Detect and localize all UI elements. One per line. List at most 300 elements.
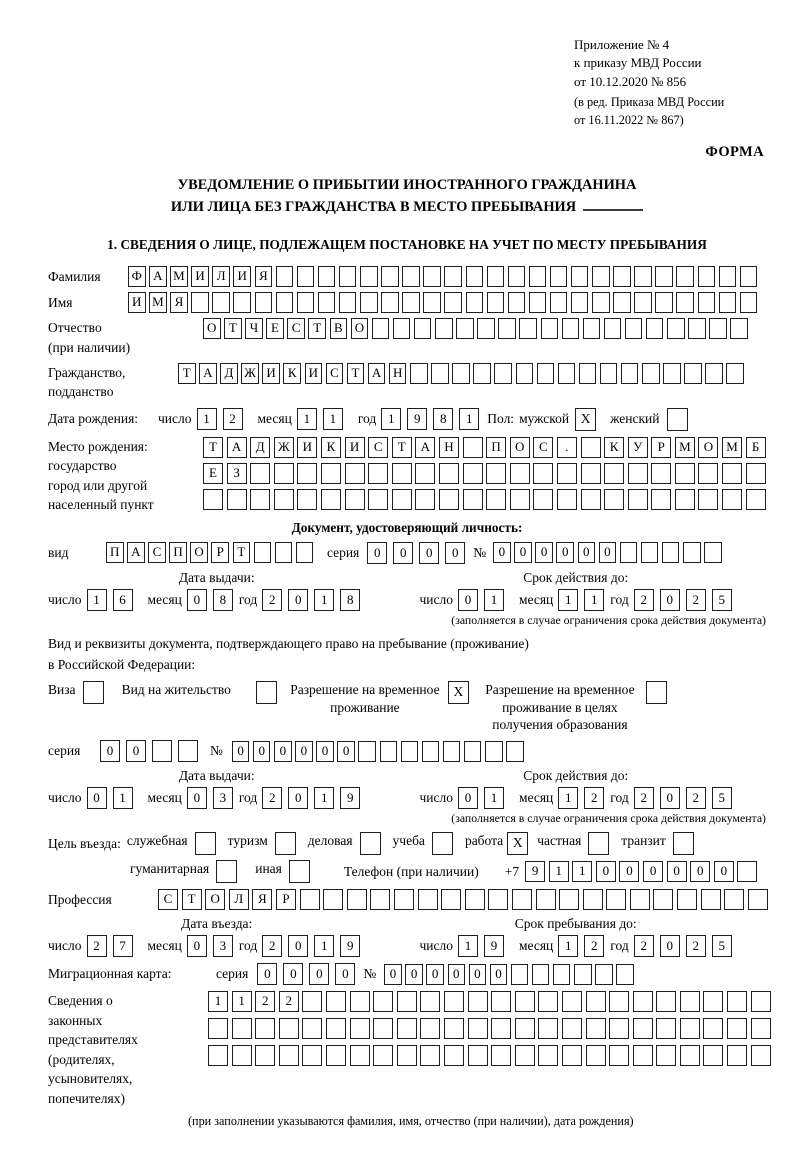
char-cell[interactable] [581,437,601,458]
char-cell[interactable] [698,463,718,484]
char-cell[interactable] [318,292,336,313]
char-cell[interactable] [630,889,650,910]
char-cell[interactable] [656,1018,676,1039]
char-cell[interactable] [533,489,553,510]
char-cell[interactable]: 1 [558,787,578,809]
char-cell[interactable]: А [149,266,167,287]
char-cell[interactable]: Ж [274,437,294,458]
char-cell[interactable]: О [203,318,221,339]
char-cell[interactable] [420,1045,440,1066]
char-cell[interactable] [498,318,516,339]
char-cell[interactable]: Ж [241,363,259,384]
char-cell[interactable] [609,991,629,1012]
char-cell[interactable]: Н [389,363,407,384]
char-cell[interactable] [232,1018,252,1039]
char-cell[interactable]: 8 [213,589,233,611]
char-cell[interactable]: С [326,363,344,384]
char-cell[interactable] [621,363,639,384]
char-cell[interactable] [746,489,766,510]
char-cell[interactable] [709,318,727,339]
char-cell[interactable] [677,889,697,910]
char-cell[interactable] [616,964,634,985]
char-cell[interactable] [667,318,685,339]
char-cell[interactable] [208,1045,228,1066]
char-cell[interactable] [297,463,317,484]
char-cell[interactable]: 0 [283,963,303,985]
char-cell[interactable] [558,363,576,384]
char-cell[interactable] [326,991,346,1012]
char-cell[interactable] [541,318,559,339]
char-cell[interactable]: 0 [458,787,478,809]
char-cell[interactable]: 0 [690,861,710,882]
char-cell[interactable]: 0 [619,861,639,882]
char-cell[interactable]: М [675,437,695,458]
char-cell[interactable] [675,489,695,510]
char-cell[interactable] [397,1018,417,1039]
char-cell[interactable] [604,318,622,339]
char-cell[interactable] [579,363,597,384]
char-cell[interactable] [633,1045,653,1066]
char-cell[interactable]: 0 [514,542,532,563]
char-cell[interactable] [529,266,547,287]
char-cell[interactable]: С [533,437,553,458]
char-cell[interactable] [506,741,524,762]
char-cell[interactable]: 1 [459,408,479,430]
char-cell[interactable] [456,318,474,339]
char-cell[interactable]: 0 [426,964,444,985]
char-cell[interactable]: 0 [493,542,511,563]
char-cell[interactable] [415,489,435,510]
char-cell[interactable]: 5 [712,589,732,611]
char-cell[interactable] [676,266,694,287]
purpose-transit-checkbox[interactable] [673,832,694,855]
char-cell[interactable]: Т [178,363,196,384]
char-cell[interactable] [550,292,568,313]
char-cell[interactable]: П [486,437,506,458]
char-cell[interactable] [680,1045,700,1066]
char-cell[interactable] [515,991,535,1012]
char-cell[interactable] [463,489,483,510]
char-cell[interactable] [583,318,601,339]
char-cell[interactable]: 1 [484,787,504,809]
char-cell[interactable]: 0 [288,787,308,809]
char-cell[interactable]: К [604,437,624,458]
char-cell[interactable]: Б [746,437,766,458]
char-cell[interactable]: 2 [686,787,706,809]
char-cell[interactable]: 2 [255,991,275,1012]
char-cell[interactable] [392,463,412,484]
char-cell[interactable] [646,318,664,339]
char-cell[interactable] [487,266,505,287]
char-cell[interactable] [152,740,172,762]
char-cell[interactable] [703,1018,723,1039]
char-cell[interactable] [466,266,484,287]
char-cell[interactable] [347,889,367,910]
char-cell[interactable]: 0 [393,542,413,564]
char-cell[interactable]: 0 [445,542,465,564]
char-cell[interactable]: 0 [535,542,553,563]
char-cell[interactable] [323,889,343,910]
char-cell[interactable]: 1 [558,935,578,957]
char-cell[interactable] [203,489,223,510]
char-cell[interactable]: З [227,463,247,484]
char-cell[interactable]: Т [233,542,251,563]
char-cell[interactable]: А [368,363,386,384]
char-cell[interactable] [516,363,534,384]
char-cell[interactable]: 2 [584,935,604,957]
char-cell[interactable] [748,889,768,910]
char-cell[interactable] [628,489,648,510]
char-cell[interactable] [676,292,694,313]
char-cell[interactable]: Д [250,437,270,458]
char-cell[interactable] [444,266,462,287]
char-cell[interactable] [422,741,440,762]
char-cell[interactable] [722,463,742,484]
char-cell[interactable] [651,489,671,510]
char-cell[interactable] [600,363,618,384]
char-cell[interactable]: 1 [549,861,569,882]
char-cell[interactable]: 3 [213,787,233,809]
char-cell[interactable] [233,292,251,313]
char-cell[interactable] [595,964,613,985]
char-cell[interactable]: 1 [297,408,317,430]
char-cell[interactable]: 0 [490,964,508,985]
purpose-other-checkbox[interactable] [289,860,310,883]
char-cell[interactable]: 0 [335,963,355,985]
char-cell[interactable] [508,292,526,313]
char-cell[interactable]: К [321,437,341,458]
char-cell[interactable]: 0 [660,589,680,611]
char-cell[interactable] [655,266,673,287]
char-cell[interactable] [358,741,376,762]
char-cell[interactable] [255,1045,275,1066]
char-cell[interactable] [613,266,631,287]
char-cell[interactable]: И [297,437,317,458]
char-cell[interactable] [435,318,453,339]
char-cell[interactable] [581,463,601,484]
char-cell[interactable]: Р [651,437,671,458]
char-cell[interactable]: 0 [337,741,355,762]
char-cell[interactable] [326,1045,346,1066]
purpose-study-checkbox[interactable] [432,832,453,855]
char-cell[interactable] [360,266,378,287]
char-cell[interactable] [279,1018,299,1039]
char-cell[interactable]: 0 [556,542,574,563]
char-cell[interactable]: Т [392,437,412,458]
char-cell[interactable] [574,964,592,985]
char-cell[interactable]: И [233,266,251,287]
char-cell[interactable] [557,463,577,484]
char-cell[interactable] [255,292,273,313]
char-cell[interactable]: С [148,542,166,563]
char-cell[interactable]: 0 [660,935,680,957]
char-cell[interactable]: 7 [113,935,133,957]
char-cell[interactable]: С [287,318,305,339]
char-cell[interactable]: 5 [712,787,732,809]
char-cell[interactable]: 1 [323,408,343,430]
char-cell[interactable] [373,1045,393,1066]
char-cell[interactable] [368,489,388,510]
char-cell[interactable]: Е [266,318,284,339]
char-cell[interactable] [562,1018,582,1039]
char-cell[interactable] [191,292,209,313]
char-cell[interactable] [510,489,530,510]
char-cell[interactable] [581,489,601,510]
char-cell[interactable]: 0 [253,741,271,762]
char-cell[interactable]: 2 [584,787,604,809]
char-cell[interactable] [370,889,390,910]
char-cell[interactable] [477,318,495,339]
char-cell[interactable] [397,1045,417,1066]
char-cell[interactable] [571,266,589,287]
char-cell[interactable] [372,318,390,339]
char-cell[interactable] [586,1045,606,1066]
char-cell[interactable] [302,1045,322,1066]
char-cell[interactable] [444,292,462,313]
char-cell[interactable]: 0 [187,589,207,611]
char-cell[interactable] [402,292,420,313]
char-cell[interactable] [418,889,438,910]
char-cell[interactable] [703,991,723,1012]
char-cell[interactable] [275,542,293,563]
char-cell[interactable]: С [368,437,388,458]
char-cell[interactable]: 1 [87,589,107,611]
char-cell[interactable] [571,292,589,313]
char-cell[interactable]: 0 [469,964,487,985]
char-cell[interactable]: 6 [113,589,133,611]
char-cell[interactable] [680,1018,700,1039]
char-cell[interactable]: 1 [113,787,133,809]
char-cell[interactable] [227,489,247,510]
char-cell[interactable] [634,266,652,287]
char-cell[interactable]: 0 [458,589,478,611]
char-cell[interactable] [701,889,721,910]
char-cell[interactable] [380,741,398,762]
char-cell[interactable] [680,991,700,1012]
char-cell[interactable] [368,463,388,484]
char-cell[interactable]: 0 [578,542,596,563]
purpose-tourism-checkbox[interactable] [275,832,296,855]
char-cell[interactable] [339,266,357,287]
char-cell[interactable]: 2 [262,787,282,809]
char-cell[interactable] [255,1018,275,1039]
char-cell[interactable]: 2 [223,408,243,430]
char-cell[interactable] [463,463,483,484]
char-cell[interactable] [468,1018,488,1039]
char-cell[interactable] [529,292,547,313]
char-cell[interactable]: М [722,437,742,458]
char-cell[interactable] [463,437,483,458]
char-cell[interactable]: 9 [340,787,360,809]
char-cell[interactable] [698,266,716,287]
char-cell[interactable]: О [510,437,530,458]
char-cell[interactable] [232,1045,252,1066]
char-cell[interactable] [559,889,579,910]
char-cell[interactable] [641,542,659,563]
char-cell[interactable] [746,463,766,484]
char-cell[interactable] [392,489,412,510]
char-cell[interactable] [604,489,624,510]
char-cell[interactable] [634,292,652,313]
char-cell[interactable] [740,266,758,287]
char-cell[interactable] [663,363,681,384]
char-cell[interactable]: Е [203,463,223,484]
char-cell[interactable] [519,318,537,339]
char-cell[interactable]: Д [220,363,238,384]
char-cell[interactable]: 2 [634,787,654,809]
char-cell[interactable] [302,991,322,1012]
char-cell[interactable] [512,889,532,910]
char-cell[interactable]: 0 [288,935,308,957]
char-cell[interactable]: Ф [128,266,146,287]
char-cell[interactable]: 0 [100,740,120,762]
char-cell[interactable]: Р [276,889,296,910]
char-cell[interactable] [486,489,506,510]
char-cell[interactable] [510,463,530,484]
char-cell[interactable]: А [415,437,435,458]
char-cell[interactable] [302,1018,322,1039]
char-cell[interactable]: 0 [126,740,146,762]
char-cell[interactable] [297,266,315,287]
char-cell[interactable] [724,889,744,910]
visa-checkbox[interactable] [83,681,104,704]
char-cell[interactable]: А [199,363,217,384]
purpose-official-checkbox[interactable] [195,832,216,855]
char-cell[interactable] [656,991,676,1012]
char-cell[interactable] [628,463,648,484]
char-cell[interactable]: 0 [660,787,680,809]
char-cell[interactable]: 9 [525,861,545,882]
char-cell[interactable]: 0 [87,787,107,809]
char-cell[interactable] [414,318,432,339]
char-cell[interactable] [726,363,744,384]
char-cell[interactable] [443,741,461,762]
char-cell[interactable]: Т [203,437,223,458]
char-cell[interactable] [431,363,449,384]
char-cell[interactable]: 2 [634,589,654,611]
char-cell[interactable]: П [169,542,187,563]
char-cell[interactable] [345,463,365,484]
char-cell[interactable] [393,318,411,339]
char-cell[interactable] [423,266,441,287]
char-cell[interactable]: П [106,542,124,563]
char-cell[interactable]: Я [255,266,273,287]
char-cell[interactable] [562,1045,582,1066]
char-cell[interactable]: 0 [257,963,277,985]
char-cell[interactable] [698,292,716,313]
char-cell[interactable] [321,489,341,510]
char-cell[interactable] [704,542,722,563]
char-cell[interactable] [688,318,706,339]
char-cell[interactable] [703,1045,723,1066]
char-cell[interactable] [360,292,378,313]
char-cell[interactable]: И [262,363,280,384]
temp-permit-checkbox[interactable]: X [448,681,469,704]
char-cell[interactable] [439,489,459,510]
char-cell[interactable]: 2 [686,935,706,957]
char-cell[interactable]: У [628,437,648,458]
char-cell[interactable] [727,1018,747,1039]
char-cell[interactable] [651,463,671,484]
char-cell[interactable] [274,489,294,510]
char-cell[interactable] [653,889,673,910]
char-cell[interactable] [583,889,603,910]
char-cell[interactable]: 0 [288,589,308,611]
char-cell[interactable] [536,889,556,910]
char-cell[interactable]: 2 [87,935,107,957]
char-cell[interactable]: 0 [599,542,617,563]
char-cell[interactable] [751,991,771,1012]
char-cell[interactable]: 0 [714,861,734,882]
char-cell[interactable]: И [191,266,209,287]
char-cell[interactable]: 3 [213,935,233,957]
char-cell[interactable] [655,292,673,313]
char-cell[interactable]: 0 [643,861,663,882]
char-cell[interactable] [276,266,294,287]
char-cell[interactable] [318,266,336,287]
char-cell[interactable] [487,292,505,313]
char-cell[interactable] [719,292,737,313]
char-cell[interactable] [722,489,742,510]
char-cell[interactable] [444,991,464,1012]
char-cell[interactable] [373,991,393,1012]
char-cell[interactable] [740,292,758,313]
char-cell[interactable] [511,964,529,985]
char-cell[interactable]: 2 [279,991,299,1012]
sex-male-checkbox[interactable]: X [575,408,596,431]
char-cell[interactable] [345,489,365,510]
char-cell[interactable]: Я [252,889,272,910]
char-cell[interactable] [533,463,553,484]
char-cell[interactable] [592,292,610,313]
char-cell[interactable] [705,363,723,384]
char-cell[interactable] [485,741,503,762]
char-cell[interactable] [394,889,414,910]
char-cell[interactable] [532,964,550,985]
char-cell[interactable]: Т [308,318,326,339]
char-cell[interactable] [633,1018,653,1039]
char-cell[interactable] [439,463,459,484]
char-cell[interactable] [410,363,428,384]
char-cell[interactable] [276,292,294,313]
char-cell[interactable] [609,1018,629,1039]
char-cell[interactable] [553,964,571,985]
char-cell[interactable]: 2 [634,935,654,957]
char-cell[interactable]: 9 [340,935,360,957]
char-cell[interactable] [633,991,653,1012]
char-cell[interactable]: И [128,292,146,313]
char-cell[interactable] [586,991,606,1012]
char-cell[interactable] [515,1045,535,1066]
char-cell[interactable] [473,363,491,384]
char-cell[interactable] [465,889,485,910]
char-cell[interactable] [538,1018,558,1039]
char-cell[interactable] [620,542,638,563]
char-cell[interactable] [737,861,757,882]
char-cell[interactable]: С [158,889,178,910]
char-cell[interactable] [423,292,441,313]
char-cell[interactable] [441,889,461,910]
char-cell[interactable]: Р [211,542,229,563]
char-cell[interactable]: Т [182,889,202,910]
char-cell[interactable]: 1 [458,935,478,957]
char-cell[interactable] [642,363,660,384]
char-cell[interactable] [274,463,294,484]
char-cell[interactable] [415,463,435,484]
char-cell[interactable]: Л [212,266,230,287]
char-cell[interactable]: Н [439,437,459,458]
char-cell[interactable] [656,1045,676,1066]
